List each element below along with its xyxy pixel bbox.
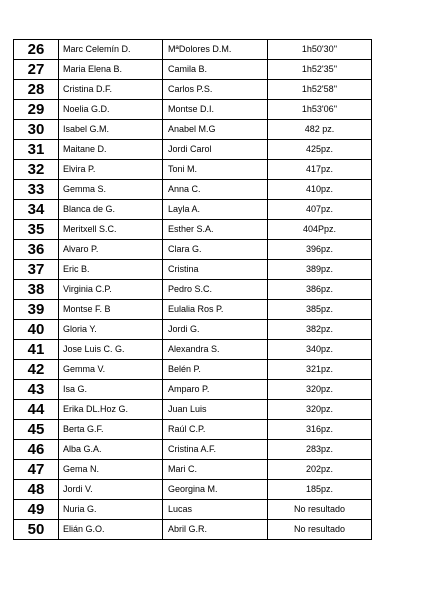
result-cell: 1h52'58'' [268,80,372,100]
table-row [14,320,372,340]
participant-2-cell: Pedro S.C. [163,280,268,300]
participant-1-cell: Eric B. [59,260,163,280]
position-cell: 39 [14,300,59,320]
participant-1-cell: Alvaro P. [59,240,163,260]
position-cell: 31 [14,140,59,160]
table-row [14,520,372,540]
position-cell: 43 [14,380,59,400]
result-cell: No resultado [268,500,372,520]
participant-1-cell: Jose Luis C. G. [59,340,163,360]
table-row [14,180,372,200]
participant-1-cell: Meritxell S.C. [59,220,163,240]
table-row [14,160,372,180]
result-cell: 321pz. [268,360,372,380]
participant-2-cell: Carlos P.S. [163,80,268,100]
position-cell: 47 [14,460,59,480]
result-cell: 1h52'35'' [268,60,372,80]
table-row [14,460,372,480]
position-cell: 50 [14,520,59,540]
position-cell: 35 [14,220,59,240]
results-table-body [14,40,372,540]
table-row [14,380,372,400]
result-cell: 185pz. [268,480,372,500]
result-cell: 320pz. [268,400,372,420]
participant-2-cell: Lucas [163,500,268,520]
participant-1-cell: Noelia G.D. [59,100,163,120]
position-cell: 36 [14,240,59,260]
position-cell: 46 [14,440,59,460]
result-cell: 389pz. [268,260,372,280]
position-cell: 37 [14,260,59,280]
participant-2-cell: Toni M. [163,160,268,180]
table-row [14,360,372,380]
position-cell: 41 [14,340,59,360]
participant-2-cell: Jordi G. [163,320,268,340]
table-row [14,280,372,300]
participant-1-cell: Elvira P. [59,160,163,180]
participant-1-cell: Maitane D. [59,140,163,160]
result-cell: 404Ppz. [268,220,372,240]
table-row [14,60,372,80]
participant-1-cell: Jordi V. [59,480,163,500]
result-cell: 283pz. [268,440,372,460]
table-row [14,420,372,440]
participant-2-cell: Cristina A.F. [163,440,268,460]
position-cell: 38 [14,280,59,300]
result-cell: 396pz. [268,240,372,260]
participant-1-cell: Gloria Y. [59,320,163,340]
participant-2-cell: Cristina [163,260,268,280]
participant-1-cell: Blanca de G. [59,200,163,220]
result-cell: 407pz. [268,200,372,220]
table-row [14,400,372,420]
result-cell: 410pz. [268,180,372,200]
result-cell: 1h50'30'' [268,40,372,60]
participant-1-cell: Elián G.O. [59,520,163,540]
participant-1-cell: Isabel G.M. [59,120,163,140]
result-cell: 482 pz. [268,120,372,140]
participant-2-cell: Raúl C.P. [163,420,268,440]
participant-2-cell: Anna C. [163,180,268,200]
result-cell: 320pz. [268,380,372,400]
participant-1-cell: Montse F. B [59,300,163,320]
result-cell: 316pz. [268,420,372,440]
result-cell: No resultado [268,520,372,540]
participant-1-cell: Nuria G. [59,500,163,520]
position-cell: 40 [14,320,59,340]
participant-2-cell: Camila B. [163,60,268,80]
participant-2-cell: Eulalia Ros P. [163,300,268,320]
participant-2-cell: MªDolores D.M. [163,40,268,60]
participant-2-cell: Abril G.R. [163,520,268,540]
participant-2-cell: Clara G. [163,240,268,260]
participant-2-cell: Georgina M. [163,480,268,500]
table-row [14,300,372,320]
participant-1-cell: Marc Celemín D. [59,40,163,60]
position-cell: 44 [14,400,59,420]
table-row [14,440,372,460]
participant-2-cell: Mari C. [163,460,268,480]
result-cell: 385pz. [268,300,372,320]
participant-2-cell: Juan Luis [163,400,268,420]
participant-2-cell: Amparo P. [163,380,268,400]
table-row [14,140,372,160]
table-row [14,80,372,100]
position-cell: 28 [14,80,59,100]
participant-1-cell: Gemma V. [59,360,163,380]
result-cell: 382pz. [268,320,372,340]
participant-2-cell: Layla A. [163,200,268,220]
table-row [14,260,372,280]
participant-1-cell: Cristina D.F. [59,80,163,100]
position-cell: 42 [14,360,59,380]
table-row [14,480,372,500]
position-cell: 30 [14,120,59,140]
position-cell: 29 [14,100,59,120]
participant-2-cell: Alexandra S. [163,340,268,360]
participant-1-cell: Maria Elena B. [59,60,163,80]
position-cell: 32 [14,160,59,180]
position-cell: 49 [14,500,59,520]
position-cell: 26 [14,40,59,60]
participant-1-cell: Alba G.A. [59,440,163,460]
participant-2-cell: Jordi Carol [163,140,268,160]
table-row [14,340,372,360]
position-cell: 34 [14,200,59,220]
table-row [14,500,372,520]
result-cell: 417pz. [268,160,372,180]
participant-1-cell: Berta G.F. [59,420,163,440]
participant-1-cell: Isa G. [59,380,163,400]
table-row [14,220,372,240]
participant-1-cell: Gema N. [59,460,163,480]
participant-1-cell: Gemma S. [59,180,163,200]
result-cell: 1h53'06'' [268,100,372,120]
participant-2-cell: Esther S.A. [163,220,268,240]
participant-2-cell: Montse D.I. [163,100,268,120]
participant-2-cell: Anabel M.G [163,120,268,140]
table-row [14,120,372,140]
table-row [14,240,372,260]
result-cell: 425pz. [268,140,372,160]
table-row [14,200,372,220]
result-cell: 202pz. [268,460,372,480]
participant-1-cell: Virginia C.P. [59,280,163,300]
result-cell: 386pz. [268,280,372,300]
position-cell: 27 [14,60,59,80]
position-cell: 48 [14,480,59,500]
table-row [14,100,372,120]
result-cell: 340pz. [268,340,372,360]
table-row [14,40,372,60]
position-cell: 45 [14,420,59,440]
results-table [13,39,372,540]
position-cell: 33 [14,180,59,200]
participant-1-cell: Erika DL.Hoz G. [59,400,163,420]
participant-2-cell: Belén P. [163,360,268,380]
